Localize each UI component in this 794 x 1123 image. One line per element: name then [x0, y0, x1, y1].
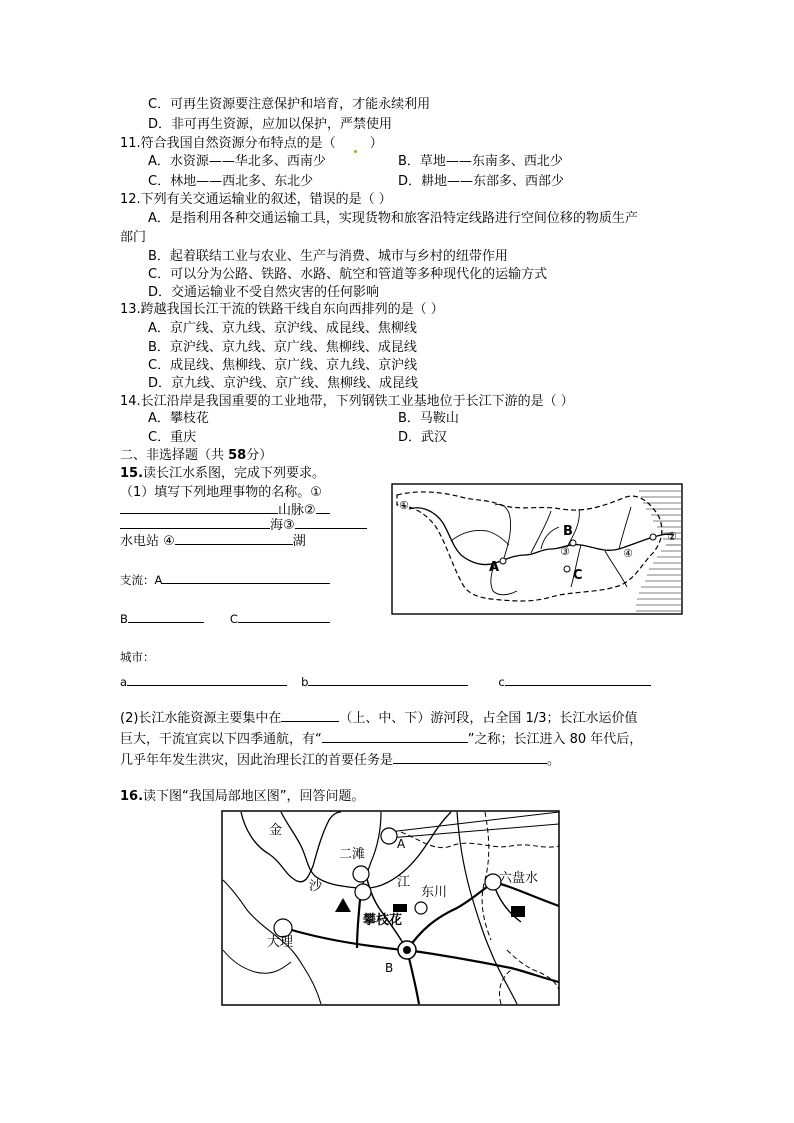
q14-option-c: C．重庆 [148, 430, 197, 445]
label-city-c: c [498, 675, 505, 689]
q14-option-b: B．马鞍山 [398, 411, 459, 426]
label-hai: 海③ [270, 518, 295, 533]
map-label-panzhihua: 攀枝花 [363, 913, 403, 928]
blank-city-a[interactable] [127, 672, 287, 686]
map-label-a: A [397, 837, 406, 851]
blank-city-c[interactable] [505, 672, 651, 686]
q15-p2-text1b: （上、中、下）游河段，占全国 1/3；长江水运价值 [339, 711, 638, 726]
q15-stem [120, 466, 325, 482]
q11-stem-end: ） [369, 136, 383, 151]
q12-option-b: B．起着联结工业与农业、生产与消费、城市与乡村的纽带作用 [148, 249, 508, 264]
q11-stem [120, 136, 383, 152]
q15-tributary-bc [120, 609, 330, 627]
q15-city-label: 城市： [120, 650, 155, 664]
kunming-dot [403, 946, 411, 954]
q15-p1-line4 [120, 531, 306, 550]
q15-p2-text1a: (2)长江水能资源主要集中在 [120, 711, 282, 726]
map-label-jiang: 江 [397, 875, 411, 890]
q15-p2-text2b: ”之称；长江进入 80 年代后， [467, 732, 643, 747]
q16-stem [120, 789, 365, 805]
q11-option-b: B．草地——东南多、西北少 [398, 154, 563, 169]
map-label-jin: 金 [269, 823, 283, 838]
q12-option-c: C．可以分为公路、铁路、水路、航空和管道等多种现代化的运输方式 [148, 267, 548, 282]
q13-option-a: A．京广线、京九线、京沪线、成昆线、焦柳线 [148, 321, 417, 336]
q13-option-d: D．京九线、京沪线、京广线、焦柳线、成昆线 [148, 376, 419, 391]
blank-city-b[interactable] [308, 672, 468, 686]
q14-option-d: D．武汉 [398, 430, 448, 445]
q15-p2-line1 [120, 708, 637, 727]
map-label-4: ④ [623, 547, 633, 560]
q12-option-a: A．是指利用各种交通运输工具，实现货物和旅客沿特定线路进行空间位移的物质生产 [148, 211, 638, 226]
map-label-b: B [563, 524, 573, 539]
q15-tributary-a [120, 570, 330, 588]
q11-option-a: A．水资源——华北多、西南少 [148, 154, 326, 169]
q15-p2-line2 [120, 729, 642, 748]
q10-option-c: C．可再生资源要注意保护和培育，才能永续利用 [148, 97, 431, 112]
q15-number: 15. [120, 466, 144, 481]
section-title-post: 分） [246, 448, 273, 463]
q12-option-d: D．交通运输业不受自然灾害的任何影响 [148, 285, 380, 300]
q10-option-d: D．非可再生资源，应加以保护，严禁使用 [148, 117, 393, 132]
blank-task[interactable] [393, 750, 547, 764]
map-label-3: ③ [560, 545, 570, 558]
map-label-1: ① [399, 499, 409, 512]
map-label-liupanshui: 六盘水 [499, 871, 539, 886]
section-title-pre: 二、非选择题（共 [120, 448, 229, 463]
label-shanmai: 山脉② [278, 503, 316, 518]
section-score: 58 [228, 448, 247, 463]
q15-stem-text: 读长江水系图，完成下列要求。 [143, 466, 326, 481]
q15-p2-text3b: 。 [547, 753, 561, 768]
q11-stem-text: 11.符合我国自然资源分布特点的是（ [120, 136, 336, 151]
q14-option-a: A．攀枝花 [148, 411, 209, 426]
label-zhiliu: 支流：A [120, 573, 163, 587]
q13-stem: 13.跨越我国长江干流的铁路干线自东向西排列的是（ ） [120, 302, 444, 317]
map-label-c: C [573, 568, 583, 583]
q15-p2-text3a: 几乎年年发生洪灾，因此治理长江的首要任务是 [120, 753, 394, 768]
blank-reach[interactable] [281, 708, 339, 722]
blank-sea-start[interactable] [316, 500, 330, 514]
mark-dot-icon [354, 150, 357, 153]
blank-tributary-b[interactable] [128, 609, 204, 623]
label-tributary-c: C [229, 612, 238, 626]
label-tributary-b: B [120, 612, 128, 626]
map-label-dongchuan: 东川 [421, 885, 448, 900]
yangtze-map [391, 483, 683, 615]
regional-map [221, 810, 560, 1006]
q13-option-b: B．京沪线、京九线、京广线、焦柳线、成昆线 [148, 340, 417, 355]
map-label-sha: 沙 [309, 879, 323, 894]
q14-stem: 14.长江沿岸是我国重要的工业地带，下列钢铁工业基地位于长江下游的是（ ） [120, 394, 574, 409]
section-2-title [120, 448, 272, 464]
q15-p2-line3 [120, 750, 560, 769]
label-city-a: a [120, 675, 128, 689]
q12-stem: 12.下列有关交通运输业的叙述，错误的是（ ） [120, 192, 392, 207]
q11-option-d: D．耕地——东部多、西部少 [398, 174, 565, 189]
label-hu: 湖 [292, 534, 306, 549]
blank-tributary-c[interactable] [238, 609, 330, 623]
map-label-dali: 大理 [267, 935, 294, 950]
label-city-b: b [301, 675, 309, 689]
mine-square-icon [511, 906, 525, 917]
blank-nickname[interactable] [322, 729, 468, 743]
q13-option-c: C．成昆线、焦柳线、京广线、京九线、京沪线 [148, 358, 418, 373]
q15-p1-line1: （1）填写下列地理事物的名称。① [120, 485, 322, 500]
q15-cities [120, 672, 651, 690]
map-label-a: A [489, 560, 500, 575]
blank-station[interactable] [295, 515, 367, 529]
blank-sea[interactable] [120, 515, 270, 529]
q16-stem-text: 读下图“我国局部地区图”，回答问题。 [143, 789, 365, 804]
blank-lake[interactable] [175, 531, 293, 545]
label-shuidianzhan: 水电站 ④ [120, 534, 175, 549]
q12-option-a-cont: 部门 [120, 230, 147, 245]
map-label-ertan: 二滩 [339, 847, 366, 862]
map-label-2: ② [667, 530, 677, 543]
mine-rect-icon [393, 904, 407, 912]
map-label-b: B [385, 961, 394, 975]
blank-tributary-a[interactable] [162, 570, 330, 584]
q15-p2-text2a: 巨大，干流宜宾以下四季通航，有“ [120, 732, 322, 747]
q16-number: 16. [120, 789, 144, 804]
blank-mountain[interactable] [120, 500, 278, 514]
q11-option-c: C．林地——西北多、东北少 [148, 174, 314, 189]
